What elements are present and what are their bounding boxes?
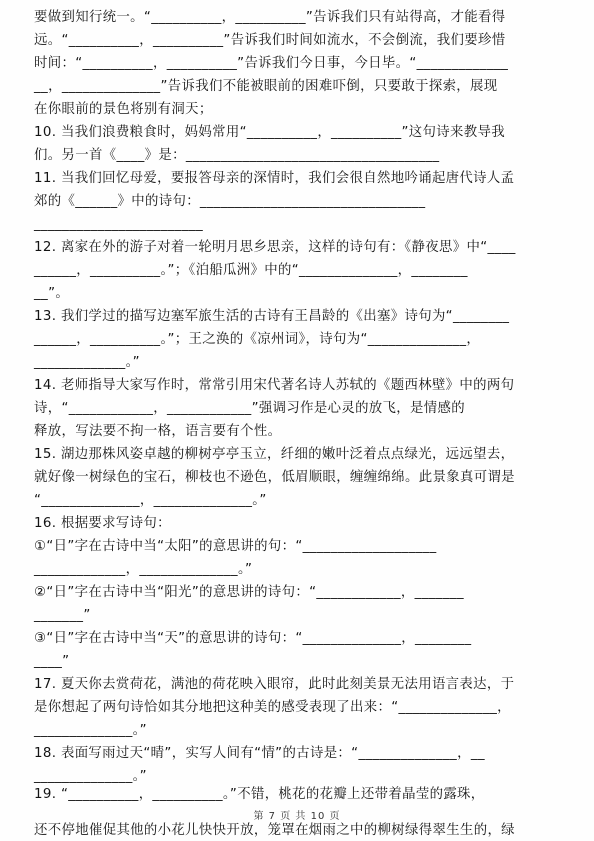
q12-line-3: __”。 (34, 286, 70, 301)
q16-item-2-line-1: ②“日”字在古诗中当“阳光”的意思讲的诗句：“____________，_______ (34, 585, 464, 600)
q17-line-3: ______________。” (34, 723, 147, 738)
q18-line-1: 18. 表面写雨过天“晴”，实写人间有“情”的古诗是：“______________，__ (34, 746, 485, 761)
q15-line-3: “______________，______________。” (34, 493, 267, 508)
q14-line-3: 释放，写法要不拘一格，语言要有个性。 (34, 424, 282, 439)
q16-item-3-line-2: ____” (34, 654, 70, 669)
q16-item-1-line-1: ①“日”字在古诗中当“太阳”的意思讲的句：“___________________ (34, 539, 437, 554)
q19-line-1: 19. “__________，__________。”不错，桃花的花瓣上还带着晶莹的露珠， (34, 787, 485, 802)
q16-item-3-line-1: ③“日”字在古诗中当“天”的意思讲的诗句：“______________，________ (34, 631, 472, 646)
q15-line-1: 15. 湖边那株风姿卓越的柳树亭亭玉立，纤细的嫩叶泛着点点绿光，远远望去， (34, 447, 515, 462)
q12-line-1: 12. 离家在外的游子对着一轮明月思乡思亲，这样的诗句有：《静夜思》中“____ (34, 240, 516, 255)
line-5: 在你眼前的景色将别有洞天； (34, 102, 213, 117)
q13-line-1: 13. 我们学过的描写边塞军旅生活的古诗有王昌龄的《出塞》诗句为“________ (34, 309, 510, 324)
q16-item-1-line-2: _____________，______________。” (34, 562, 253, 577)
line-3: 时间：“__________，__________”告诉我们今日事，今日毕。“_____________ (34, 56, 509, 71)
q14-line-1: 14. 老师指导大家写作时，常常引用宋代著名诗人苏轼的《题西林壁》中的两句 (34, 378, 515, 393)
page-number: 第 7 页 共 10 页 (253, 811, 341, 822)
q11-line-3: ________________________ (34, 217, 204, 232)
q10-line-2: 们。另一首《____》是：____________________________________ (34, 148, 440, 163)
q16-item-2-line-2: _______” (34, 608, 91, 623)
q16-line-1: 16. 根据要求写诗句： (34, 516, 171, 531)
q14-line-2: 诗，“____________，____________”强调习作是心灵的放飞，是情感的 (34, 401, 465, 416)
q13-line-2: ______，__________。”；王之涣的《凉州词》，诗句为“______________， (34, 332, 481, 347)
q11-line-1: 11. 当我们回忆母爱，要报答母亲的深情时，我们会很自然地吟诵起唐代诗人孟 (34, 171, 515, 186)
q18-line-2: ______________。” (34, 769, 147, 784)
line-1: 要做到知行统一。“__________，__________”告诉我们只有站得高，才能看得 (34, 10, 506, 25)
q15-line-2: 就好像一树绿色的宝石，柳枝也不逊色，低眉顺眼，缠缠绵绵。此景象真可谓是 (34, 470, 515, 485)
q17-line-1: 17. 夏天你去赏荷花，满池的荷花映入眼帘，此时此刻美景无法用语言表达，于 (34, 677, 515, 692)
line-2: 远。“__________，__________”告诉我们时间如流水，不会倒流，我们要珍惜 (34, 33, 506, 48)
q11-line-2: 郊的《______》中的诗句：________________________________ (34, 194, 426, 209)
line-4: __，______________”告诉我们不能被眼前的困难吓倒，只要敢于探索，展现 (34, 79, 498, 94)
q19-line-2: 还不停地催促其他的小花儿快快开放，笼罩在烟雨之中的柳树绿得翠生生的，绿 (34, 823, 515, 838)
q13-line-3: _____________。” (34, 355, 140, 370)
q10-line-1: 10. 当我们浪费粮食时，妈妈常用“__________，__________”这句诗来教导我 (34, 125, 505, 140)
q17-line-2: 是你想起了两句诗恰如其分地把这种美的感受表现了出来：“______________， (34, 700, 511, 715)
q12-line-2: ______，__________。”；《泊船瓜洲》中的“______________，________ (34, 263, 468, 278)
